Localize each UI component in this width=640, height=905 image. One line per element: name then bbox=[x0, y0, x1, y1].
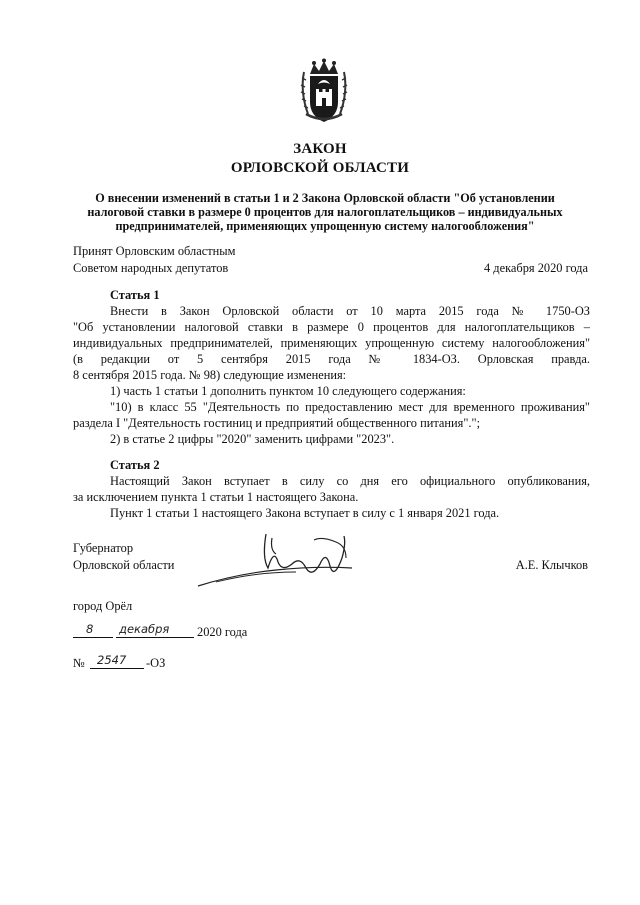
handwritten-signature bbox=[196, 528, 356, 592]
adoption-line-1: Принят Орловским областным bbox=[73, 244, 236, 258]
article-1-quoted-line: "10) в класс 55 "Деятельность по предоставлению мест для временного проживания" bbox=[110, 400, 590, 414]
article-1-text-line: (в редакции от 5 сентября 2015 года № 1834-ОЗ. Орловская правда. bbox=[73, 352, 590, 366]
day-value: 8 bbox=[86, 622, 94, 636]
year-suffix: 2020 года bbox=[197, 625, 248, 639]
article-1-text-line: "Об установлении налоговой ставки в размере 0 процентов для налогоплательщиков – bbox=[73, 320, 590, 334]
month-value: декабря bbox=[119, 622, 170, 636]
signatory-position-line-1: Губернатор bbox=[73, 541, 134, 555]
subtitle-line: О внесении изменений в статьи 1 и 2 Закона Орловской области "Об установлении bbox=[95, 191, 555, 205]
article-2-text-line: Настоящий Закон вступает в силу со дня его официального опубликования, bbox=[110, 474, 590, 488]
number-prefix: № bbox=[73, 656, 85, 670]
article-2-heading: Статья 2 bbox=[110, 458, 160, 472]
article-1-item-2: 2) в статье 2 цифры "2020" заменить цифрами "2023". bbox=[110, 432, 395, 446]
adoption-line-2: Советом народных депутатов bbox=[73, 261, 229, 275]
coat-of-arms-emblem bbox=[298, 58, 350, 126]
document-type-title: ЗАКОН bbox=[293, 141, 347, 157]
article-1-item-1: 1) часть 1 статьи 1 дополнить пунктом 10 следующего содержания: bbox=[110, 384, 466, 398]
law-subtitle bbox=[60, 191, 590, 234]
article-2-text-line: Пункт 1 статьи 1 настоящего Закона вступает в силу с 1 января 2021 года. bbox=[110, 506, 500, 520]
number-suffix: -ОЗ bbox=[146, 656, 166, 670]
article-1-text-line: индивидуальных предпринимателей, применяющих упрощенную систему налогообложения" bbox=[73, 336, 590, 350]
subtitle-line: налоговой ставки в размере 0 процентов для налогоплательщиков – индивидуальных bbox=[87, 205, 563, 220]
adoption-date: 4 декабря 2020 года bbox=[483, 261, 588, 275]
article-2-text-line: за исключением пункта 1 статьи 1 настоящего Закона. bbox=[73, 490, 359, 504]
signatory-position-line-2: Орловской области bbox=[73, 558, 175, 572]
signatory-name: А.Е. Клычков bbox=[515, 558, 588, 572]
city-of-signing: город Орёл bbox=[73, 599, 133, 613]
article-1-text-line: Внести в Закон Орловской области от 10 марта 2015 года № 1750-ОЗ bbox=[110, 304, 590, 318]
article-1-text-line: 8 сентября 2015 года. № 98) следующие изменения: bbox=[73, 368, 347, 382]
law-number: 2547 bbox=[97, 653, 127, 667]
article-1-quoted-line: раздела I "Деятельность гостиниц и предприятий общественного питания"."; bbox=[73, 416, 481, 430]
subtitle-line: предпринимателей, применяющих упрощенную систему налогообложения" bbox=[115, 219, 535, 234]
article-1-heading: Статья 1 bbox=[110, 288, 160, 302]
region-title: ОРЛОВСКОЙ ОБЛАСТИ bbox=[230, 160, 410, 176]
